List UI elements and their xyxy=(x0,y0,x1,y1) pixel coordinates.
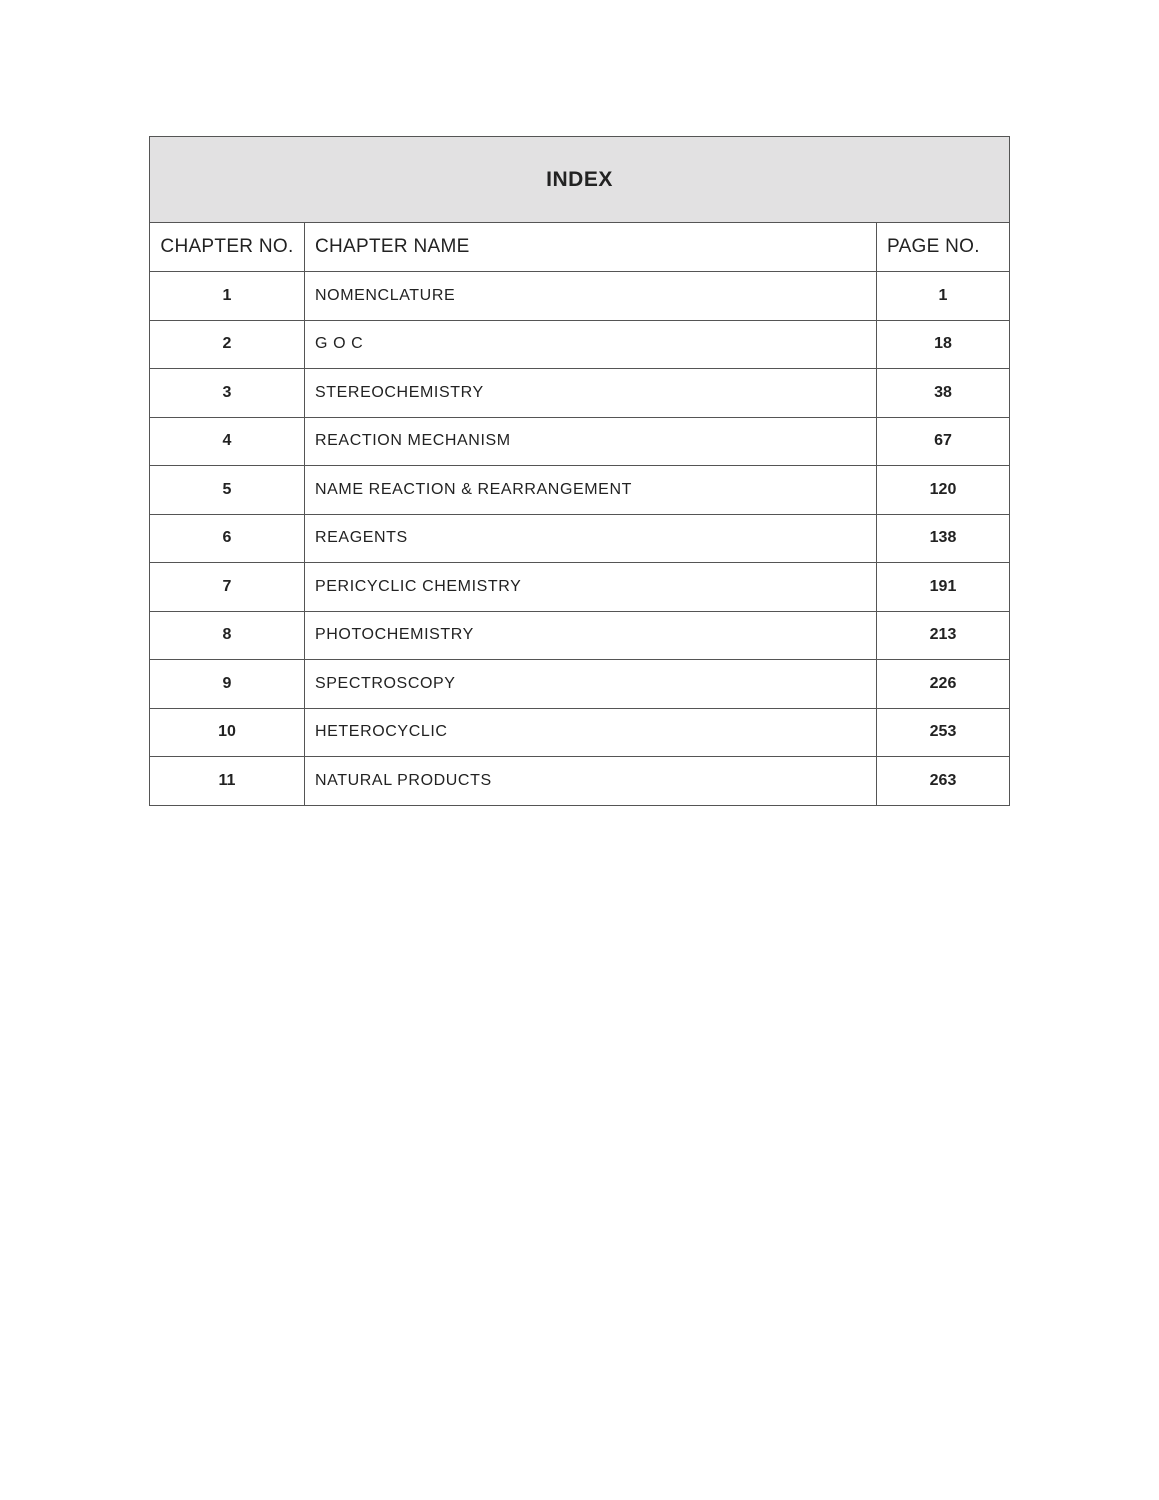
chapter-number: 8 xyxy=(150,611,305,660)
column-header-row xyxy=(150,223,1010,272)
chapter-number: 3 xyxy=(150,369,305,418)
chapter-name: STEREOCHEMISTRY xyxy=(305,369,877,418)
page-number: 263 xyxy=(877,757,1010,806)
table-row xyxy=(150,563,1010,612)
index-title-row xyxy=(150,137,1010,223)
chapter-number: 1 xyxy=(150,272,305,321)
table-row xyxy=(150,708,1010,757)
index-title: INDEX xyxy=(150,137,1010,223)
chapter-number: 7 xyxy=(150,563,305,612)
chapter-number: 10 xyxy=(150,708,305,757)
header-chapter-name: CHAPTER NAME xyxy=(305,223,877,272)
table-row xyxy=(150,320,1010,369)
chapter-name: PHOTOCHEMISTRY xyxy=(305,611,877,660)
page-number: 253 xyxy=(877,708,1010,757)
chapter-number: 9 xyxy=(150,660,305,709)
index-table xyxy=(149,136,1010,806)
chapter-name: REACTION MECHANISM xyxy=(305,417,877,466)
table-row xyxy=(150,466,1010,515)
chapter-number: 11 xyxy=(150,757,305,806)
chapter-name: HETEROCYCLIC xyxy=(305,708,877,757)
chapter-number: 5 xyxy=(150,466,305,515)
page-number: 1 xyxy=(877,272,1010,321)
chapter-name: NOMENCLATURE xyxy=(305,272,877,321)
page-number: 226 xyxy=(877,660,1010,709)
table-row xyxy=(150,272,1010,321)
table-row xyxy=(150,611,1010,660)
chapter-name: NAME REACTION & REARRANGEMENT xyxy=(305,466,877,515)
chapter-name: G O C xyxy=(305,320,877,369)
table-row xyxy=(150,660,1010,709)
page-number: 120 xyxy=(877,466,1010,515)
page-number: 38 xyxy=(877,369,1010,418)
page-number: 67 xyxy=(877,417,1010,466)
page-number: 18 xyxy=(877,320,1010,369)
chapter-number: 4 xyxy=(150,417,305,466)
page-number: 213 xyxy=(877,611,1010,660)
page-number: 191 xyxy=(877,563,1010,612)
chapter-name: REAGENTS xyxy=(305,514,877,563)
page-number: 138 xyxy=(877,514,1010,563)
header-chapter-no: CHAPTER NO. xyxy=(150,223,305,272)
table-row xyxy=(150,369,1010,418)
chapter-name: PERICYCLIC CHEMISTRY xyxy=(305,563,877,612)
index-body xyxy=(150,272,1010,806)
table-row xyxy=(150,417,1010,466)
chapter-name: NATURAL PRODUCTS xyxy=(305,757,877,806)
chapter-name: SPECTROSCOPY xyxy=(305,660,877,709)
table-row xyxy=(150,514,1010,563)
header-page-no: PAGE NO. xyxy=(877,223,1010,272)
chapter-number: 6 xyxy=(150,514,305,563)
table-row xyxy=(150,757,1010,806)
chapter-number: 2 xyxy=(150,320,305,369)
